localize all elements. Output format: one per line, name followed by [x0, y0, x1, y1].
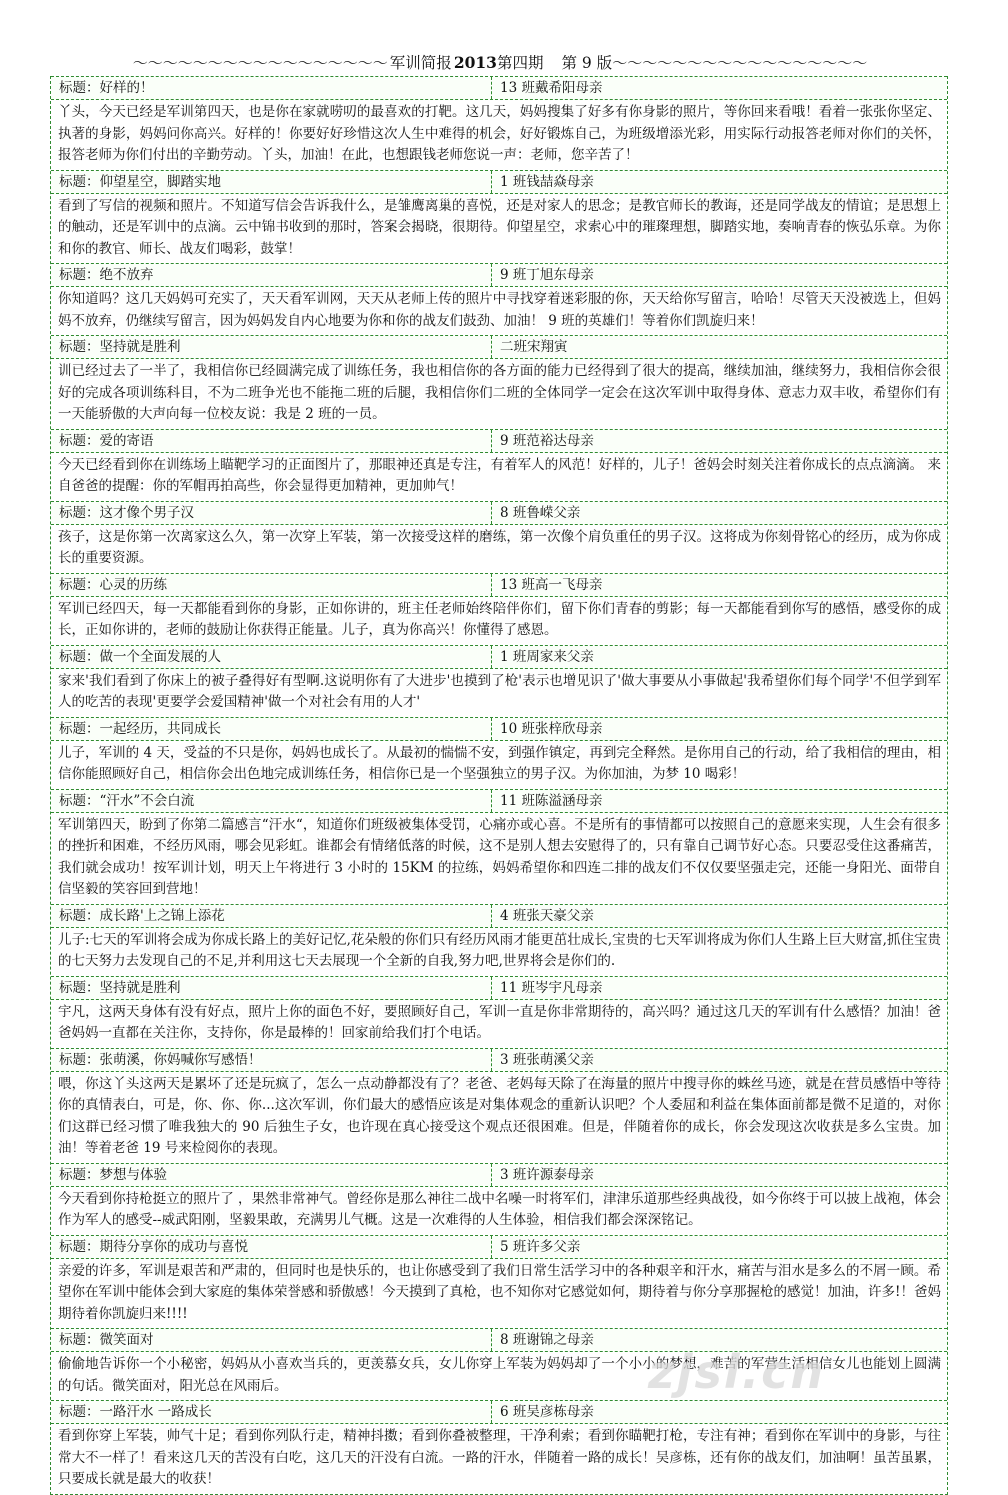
letter-body: 看到了写信的视频和照片。不知道写信会告诉我什么，是雏鹰离巢的喜悦，还是对家人的思念；是教官师长的教诲，还是同学战友的情谊；是思想上的触动，还是军训中的点滴。云中锦书收到的那时，答案会揭晓，很期待。仰望星空，求索心中的璀璨理想，脚踏实地，奏响青春的恢弘乐章。为你和你的教官、师长、战友们喝彩，鼓掌！: [58, 197, 941, 257]
letter-title: 标题：期待分享你的成功与喜悦: [51, 1236, 492, 1258]
letter-body: 儿子:七天的军训将会成为你成长路上的美好记忆,花朵般的你们只有经历风雨才能更茁壮成长,宝贵的七天军训将成为你们人生路上巨大财富,抓住宝贵的七天努力去发现自己的不足,并利用这七天去展现一个全新的自我,努力吧,世界将会是你们的.: [58, 931, 941, 969]
letter-meta-row: [51, 502, 947, 525]
letter-title: 标题：一路汗水 一路成长: [51, 1401, 492, 1423]
letter-entry: [51, 429, 947, 501]
letter-title: 标题：一起经历，共同成长: [51, 718, 492, 740]
letter-body: 你知道吗？这几天妈妈可充实了，天天看军训网，天天从老师上传的照片中寻找穿着迷彩服的你，天天给你写留言，哈哈！尽管天天没被选上，但妈妈不放弃，仍继续写留言，因为妈妈发自内心地要为你和你的战友们鼓劲、加油！ 9 班的英雄们！等着你们凯旋归来！: [58, 291, 941, 329]
letter-entry: [51, 1235, 947, 1329]
letter-title: 标题：坚持就是胜利: [51, 977, 492, 999]
letter-title: 标题：这才像个男子汉: [51, 502, 492, 524]
letter-author: 3 班许源泰母亲: [500, 1166, 594, 1183]
letter-meta-row: [51, 574, 947, 597]
letter-author: 13 班戴希阳母亲: [500, 80, 603, 96]
letter-author: 1 班周家来父亲: [500, 648, 594, 665]
letter-entry: [51, 170, 947, 264]
letter-entry: [51, 717, 947, 789]
letter-body: 今天看到你持枪挺立的照片了 ，果然非常神气。曾经你是那么神往二战中名噪一时将军们，津津乐道那些经典战役，如今你终于可以披上战袍，体会作为军人的感受--威武阳刚，坚毅果敢，充满男儿气概。这是一次难得的人生体验，相信我们都会深深铭记。: [58, 1190, 941, 1228]
letter-entry: [51, 976, 947, 1048]
letter-entry: [51, 76, 947, 170]
letters-table: [50, 76, 948, 1495]
letter-author: 9 班范裕达母亲: [500, 432, 594, 449]
letter-meta-row: [51, 336, 947, 359]
letter-title: 标题：张萌溪，你妈喊你写感悟！: [51, 1049, 492, 1071]
letter-title: 标题：绝不放弃: [51, 264, 492, 286]
letter-entry: [51, 1400, 947, 1494]
letter-body: 今天已经看到你在训练场上瞄靶学习的正面图片了，那眼神还真是专注，有着军人的风范！好样的，儿子！爸妈会时刻关注着你成长的点点滴滴。 来自爸爸的提醒：你的军帽再拍高些，你会显得更加精神，更加帅气！: [58, 456, 941, 494]
letter-author: 11 班岑宇凡母亲: [500, 979, 603, 996]
letter-body: 军训已经四天，每一天都能看到你的身影，正如你讲的，班主任老师始终陪伴你们，留下你们青春的剪影；每一天都能看到你写的感悟，感受你的成长，正如你讲的，老师的鼓励让你获得正能量。儿子，真为你高兴！你懂得了感恩。: [58, 600, 941, 638]
letter-meta-row: [51, 171, 947, 194]
letter-title: 标题：梦想与体验: [51, 1164, 492, 1186]
letter-author: 10 班张梓欣母亲: [500, 720, 603, 737]
header-wave-right: ～～～～～～～～～～～～～～～～～: [612, 53, 868, 72]
letter-author: 8 班鲁嵘父亲: [500, 504, 581, 521]
letter-title: 标题：好样的！: [51, 77, 492, 99]
letter-body: 孩子，这是你第一次离家这么久，第一次穿上军装，第一次接受这样的磨练，第一次像个肩负重任的男子汉。这将成为你刻骨铭心的经历，成为你成长的重要资源。: [58, 528, 941, 566]
issue-number: 第四期: [496, 54, 544, 72]
letter-author: 9 班丁旭东母亲: [500, 267, 594, 283]
letter-entry: [51, 789, 947, 904]
letter-author: 1 班钱喆焱母亲: [500, 173, 594, 190]
letter-entry: [51, 1163, 947, 1235]
letter-body: 丫头，今天已经是军训第四天，也是你在家就唠叨的最喜欢的打靶。这几天，妈妈搜集了好多有你身影的照片，等你回来看哦！看着一张张你坚定、执著的身影，妈妈问你高兴。好样的！你要好好珍惜这次人生中难得的机会，好好锻炼自己，为班级增添光彩，用实际行动报答老师对你们的关怀，报答老师为你们付出的辛勤劳动。丫头，加油！在此，也想跟钱老师您说一声：老师，您辛苦了！: [58, 104, 941, 163]
page-header: [50, 50, 950, 74]
letter-title: 标题：坚持就是胜利: [51, 336, 492, 358]
letter-author: 二班宋翔寅: [500, 339, 568, 355]
letter-meta-row: [51, 718, 947, 741]
letter-meta-row: [51, 1236, 947, 1259]
letter-meta-row: [51, 790, 947, 813]
site-watermark: zjsl.cn: [648, 1345, 826, 1399]
letter-author: 11 班陈溢涵母亲: [500, 792, 603, 809]
letter-title: 标题：做一个全面发展的人: [51, 646, 492, 668]
page-number: 第 9 版: [561, 54, 613, 72]
letter-body: 军训第四天，盼到了你第二篇感言“汗水“，知道你们班级被集体受罚，心痛亦或心喜。不是所有的事情都可以按照自己的意愿来实现，人生会有很多的挫折和困难，不经历风雨，哪会见彩虹。谁都会有情绪低落的时候，这不是别人想去安慰得了的，只有靠自己调节好心态。只要忍受住这番痛苦，我们就会成功！按军训计划，明天上午将进行 3 小时的 15KM 的拉练，妈妈希望你和四连二排的战友们不仅仅要坚强走完，还能一身阳光、面带自信坚毅的笑容回到营地！: [58, 816, 941, 897]
letter-body: 儿子，军训的 4 天，受益的不只是你，妈妈也成长了。从最初的惴惴不安，到强作镇定，再到完全释然。是你用自己的行动，给了我相信的理由，相信你能照顾好自己，相信你会出色地完成训练任务，相信你已是一个坚强独立的男子汉。为你加油，为梦 10 喝彩！: [58, 744, 941, 782]
letter-meta-row: [51, 77, 947, 100]
letter-entry: [51, 335, 947, 429]
letter-entry: [51, 263, 947, 335]
letter-meta-row: [51, 1049, 947, 1072]
letter-body: 宇凡，这两天身体有没有好点，照片上你的面色不好，要照顾好自己，军训一直是你非常期待的，高兴吗？通过这几天的军训有什么感悟？加油！爸爸妈妈一直都在关注你，支持你，你是最棒的！回家前给我们打个电话。: [58, 1003, 941, 1041]
letter-body: 家来'我们看到了你床上的被子叠得好有型啊.这说明你有了大进步'也摸到了枪'表示也增见识了'做大事要从小事做起'我希望你们每个同学'不但学到军人的吃苦的表现'更要学会爱国精神'做一个对社会有用的人才': [58, 672, 941, 710]
letter-entry: [51, 573, 947, 645]
letter-meta-row: [51, 977, 947, 1000]
letter-entry: [51, 1048, 947, 1163]
newsletter-title: 军训简报: [389, 54, 452, 72]
letter-entry: [51, 1328, 947, 1400]
header-wave-left: ～～～～～～～～～～～～～～～～～: [132, 53, 388, 72]
letter-author: 4 班张天豪父亲: [500, 907, 594, 924]
letter-meta-row: [51, 1164, 947, 1187]
letter-title: 标题：仰望星空，脚踏实地: [51, 171, 492, 193]
letter-author: 8 班谢锦之母亲: [500, 1332, 594, 1348]
newsletter-year: 2013: [453, 52, 497, 72]
letter-meta-row: [51, 1329, 947, 1352]
letter-meta-row: [51, 646, 947, 669]
letter-author: 6 班吴彦栋母亲: [500, 1404, 594, 1420]
letter-entry: [51, 501, 947, 573]
letter-meta-row: [51, 905, 947, 928]
letter-body: 亲爱的许多，军训是艰苦和严肃的，但同时也是快乐的，也让你感受到了我们日常生活学习中的各种艰辛和汗水，痛苦与泪水是多么的不屑一顾。希望你在军训中能体会到大家庭的集体荣誉感和骄傲感！今天摸到了真枪，也不知你对它感觉如何，期待着与你分享那握枪的感觉！加油，许多!！爸妈期待着你凯旋归来!!!!: [58, 1262, 941, 1322]
letter-title: 标题：爱的寄语: [51, 430, 492, 452]
letter-meta-row: [51, 264, 947, 287]
letter-body: 偷偷地告诉你一个小秘密，妈妈从小喜欢当兵的，更羡慕女兵，女儿你穿上军装为妈妈却了一个小小的梦想，难苦的军营生活相信女儿也能划上圆满的句话。微笑面对，阳光总在风雨后。: [58, 1356, 941, 1394]
letter-author: 13 班高一飞母亲: [500, 576, 603, 593]
letter-author: 3 班张萌溪父亲: [500, 1051, 594, 1068]
letter-title: 标题：成长路'上之锦上添花: [51, 905, 492, 927]
letter-meta-row: [51, 430, 947, 453]
letter-meta-row: [51, 1401, 947, 1424]
letter-body: 看到你穿上军装，帅气十足；看到你列队行走，精神抖擞；看到你叠被整理，干净利索；看到你瞄靶打枪，专注有神；看到你在军训中的身影，与往常大不一样了！看来这几天的苦没有白吃，这几天的汗没有白流。一路的汗水，伴随着一路的成长！吴彦栋，还有你的战友们，加油啊！虽苦虽累，只要成长就是最大的收获！: [58, 1428, 941, 1487]
letter-author: 5 班许多父亲: [500, 1238, 581, 1255]
letter-entry: [51, 904, 947, 976]
letter-title: 标题：“汗水”不会白流: [51, 790, 492, 812]
letter-body: 训已经过去了一半了，我相信你已经圆满完成了训练任务，我也相信你的各方面的能力已经得到了很大的提高，继续加油，继续努力，我相信你会很好的完成各项训练科目，不为二班争光也不能拖二班的后腿，我相信你们二班的全体同学一定会在这次军训中取得身体、意志力双丰收，希望你们有一天能骄傲的大声向每一位校友说：我是 2 班的一员。: [58, 363, 941, 422]
letter-title: 标题：心灵的历练: [51, 574, 492, 596]
letter-entry: [51, 645, 947, 717]
letter-title: 标题：微笑面对: [51, 1329, 492, 1351]
letter-body: 喂，你这丫头这两天是累坏了还是玩疯了，怎么一点动静都没有了？老爸、老妈每天除了在海量的照片中搜寻你的蛛丝马迹，就是在营员感悟中等待你的真情表白，可是，你、你、你...这次军训，你们最大的感悟应该是对集体观念的重新认识吧？个人委屈和利益在集体面前都是微不足道的，对你们这群已经习惯了唯我独大的 90 后独生子女，也许现在真心接受这个观点还很困难。但是，伴随着你的成长，你会发现这次收获是多么宝贵。加油！等着老爸 19 号来检阅你的表现。: [58, 1075, 941, 1156]
